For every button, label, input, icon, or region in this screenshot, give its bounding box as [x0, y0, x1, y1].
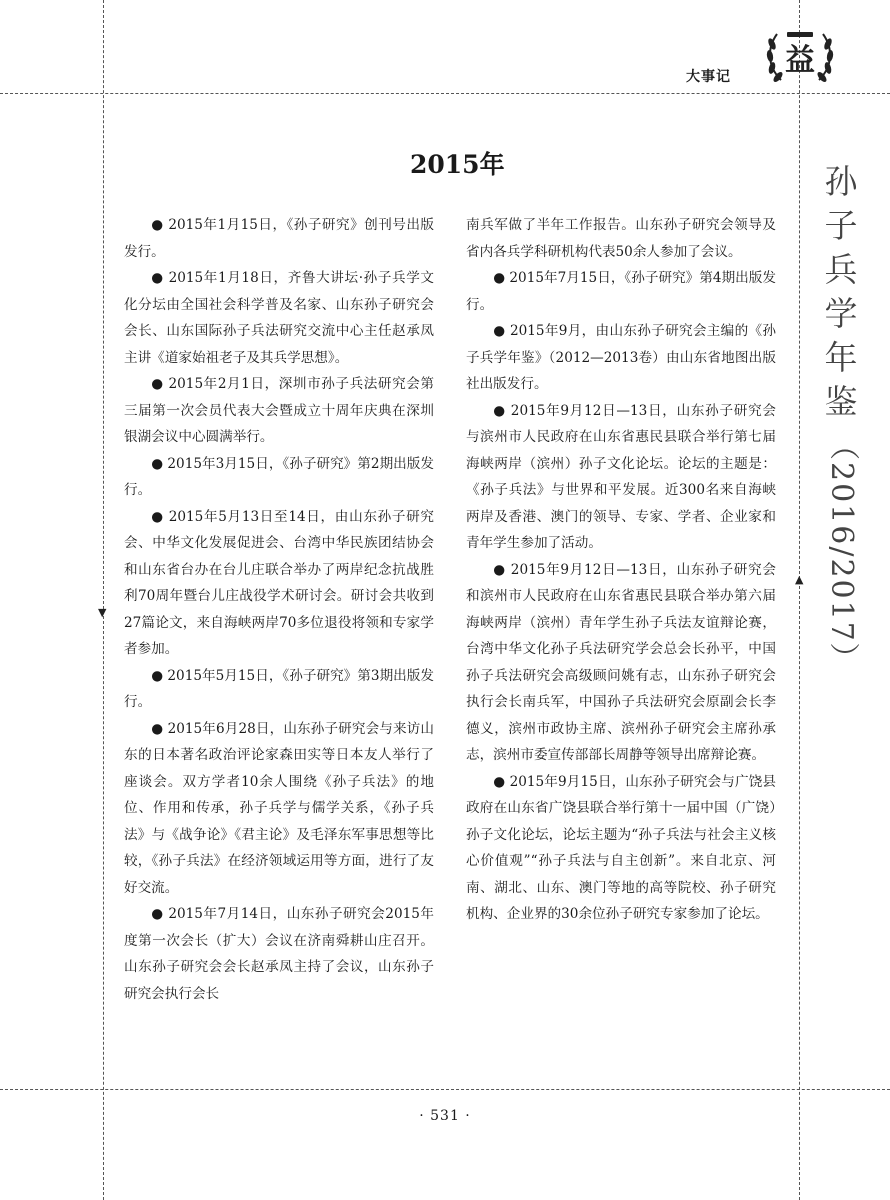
event-entry: ● 2015年3月15日，《孙子研究》第2期出版发行。 — [124, 455, 434, 498]
top-dashed-guide — [0, 93, 890, 94]
book-title-char: 年 — [824, 338, 858, 377]
book-title-char: 孙 — [824, 162, 858, 201]
left-text-column — [124, 212, 434, 1007]
event-entry: ● 2015年7月15日，《孙子研究》第4期出版发行。 — [466, 270, 776, 313]
event-entry: ● 2015年6月28日，山东孙子研究会与来访山东的日本著名政治评论家森田实等日本友人举行了座谈会。双方学者10余人围绕《孙子兵法》的地位、作用和传承，孙子兵学与儒学关系，《孙子兵法》与《战争论》《君主论》及毛泽东军事思想等比较，《孙子兵法》在经济领域运用等方面，进行了友好交流。 — [124, 720, 434, 896]
page-title: 2015年 — [410, 150, 505, 179]
event-entry: ● 2015年7月14日，山东孙子研究会2015年度第一次会长（扩大）会议在济南舜耕山庄召开。山东孙子研究会会长赵承凤主持了会议，山东孙子研究会执行会长 — [124, 906, 434, 1002]
event-entry: ● 2015年2月1日，深圳市孙子兵法研究会第三届第一次会员代表大会暨成立十周年庆典在深圳银湖会议中心圆满举行。 — [124, 376, 434, 445]
event-entry: ● 2015年5月13日至14日，由山东孙子研究会、中华文化发展促进会、台湾中华民族团结协会和山东省台办在台儿庄联合举办了两岸纪念抗战胜利70周年暨台儿庄战役学术研讨会。研讨会共收到27篇论文，来自海峡两岸70多位退役将领和专家学者参加。 — [124, 508, 434, 657]
event-entry: ● 2015年9月12日—13日，山东孙子研究会与滨州市人民政府在山东省惠民县联合举行第七届海峡两岸（滨州）孙子文化论坛。论坛的主题是：《孙子兵法》与世界和平发展。近300名来自海峡两岸及香港、澳门的领导、专家、学者、企业家和青年学生参加了活动。 — [466, 402, 776, 551]
emblem-glyph: 益 — [785, 43, 815, 78]
event-entry-continuation: 南兵军做了半年工作报告。山东孙子研究会领导及省内各兵学科研机构代表50余人参加了会议。 — [466, 217, 776, 260]
event-entry: ● 2015年1月18日，齐鲁大讲坛·孙子兵学文化分坛由全国社会科学普及名家、山东孙子研究会会长、山东国际孙子兵法研究交流中心主任赵承凤主讲《道家始祖老子及其兵学思想》。 — [124, 270, 434, 366]
book-title-char: 鉴 — [824, 382, 858, 421]
right-text-column — [466, 212, 776, 928]
book-title-vertical — [818, 160, 864, 675]
book-title-char: 兵 — [824, 250, 858, 289]
book-title-edition: （2016/2017） — [824, 430, 859, 675]
bottom-dashed-guide — [0, 1089, 890, 1090]
left-down-arrow-icon: ▼ — [98, 606, 107, 619]
section-label: 大事记 — [686, 69, 731, 85]
book-title-char: 子 — [824, 206, 858, 245]
event-entry: ● 2015年1月15日，《孙子研究》创刊号出版发行。 — [124, 217, 434, 260]
event-entry: ● 2015年9月，由山东孙子研究会主编的《孙子兵学年鉴》（2012—2013卷）由山东省地图出版社出版发行。 — [466, 323, 776, 392]
right-up-arrow-icon: ▲ — [795, 573, 804, 586]
page-number: · 531 · — [419, 1108, 471, 1124]
event-entry: ● 2015年9月15日，山东孙子研究会与广饶县政府在山东省广饶县联合举行第十一届中国（广饶）孙子文化论坛，论坛主题为“孙子兵法与社会主义核心价值观”“孙子兵法与自主创新”。来自北京、河南、湖北、山东、澳门等地的高等院校、孙子研究机构、企业界的30余位孙子研究专家参加了论坛。 — [466, 773, 776, 922]
event-entry: ● 2015年9月12日—13日，山东孙子研究会和滨州市人民政府在山东省惠民县联合举办第六届海峡两岸（滨州）青年学生孙子兵法友谊辩论赛，台湾中华文化孙子兵法研究学会总会长孙平，中国孙子兵法研究会高级顾问姚有志，山东孙子研究会执行会长南兵军，中国孙子兵法研究会原副会长李德义，滨州市政协主席、滨州孙子研究会主席孙承志，滨州市委宣传部部长周静等领导出席辩论赛。 — [466, 561, 776, 763]
laurel-emblem-icon — [763, 26, 837, 88]
book-title-char: 学 — [824, 294, 858, 333]
event-entry: ● 2015年5月15日，《孙子研究》第3期出版发行。 — [124, 667, 434, 710]
